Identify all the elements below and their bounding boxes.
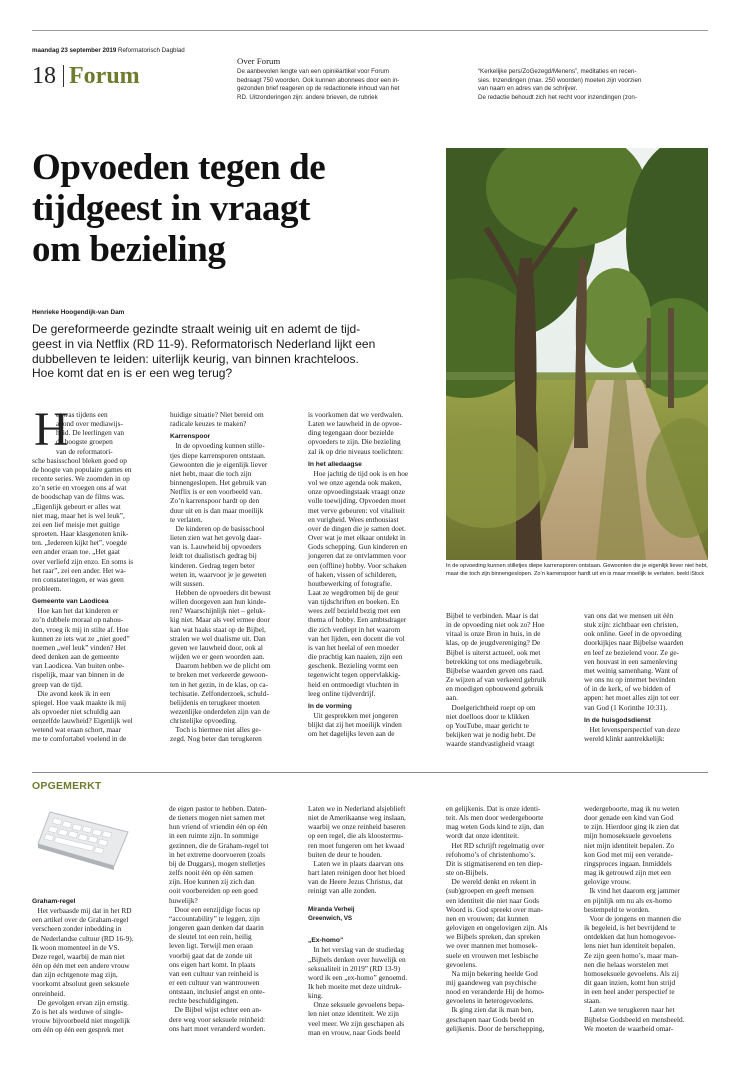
text-line: in de opvoeding niet ook zo? Hoe (446, 620, 545, 630)
text-line: De gevolgen ervan zijn ernstig. (32, 997, 129, 1007)
text-line: ontdekken dat hun homogevoe- (584, 932, 677, 942)
over-forum-line: De aanbevolen lengte van een opiniëartikel voor Forum (237, 68, 390, 75)
text-line: Hoe jachtig de tijd ook is en hoe (308, 468, 409, 478)
text-line: van Laodicea. Van buiten onbe- (32, 661, 125, 671)
text-line: avond over mediawijs- (56, 419, 123, 429)
text-line: word ik een „ex-homo” genoemd. (308, 972, 408, 982)
text-line: Deze regel, waarbij de man niet (32, 951, 125, 961)
text-line: Toch is hiermee niet alles ge- (170, 725, 262, 735)
text-line: voorkomt absoluut geen seksuele (32, 979, 130, 989)
text-line: mij gaandeweg van psychische (446, 977, 537, 987)
text-line: gevoelens. (446, 959, 478, 969)
top-rule (32, 30, 708, 31)
text-line: een artikel over de Graham-regel (32, 915, 129, 925)
text-line: Onze seksuele gevoelens bepa- (308, 1000, 405, 1010)
text-line: gezinnen, die de Graham-regel tot (169, 840, 269, 850)
text-line: De wereld denkt en rekent in (446, 877, 536, 887)
text-line: recente series. We zoomden in op (32, 474, 130, 484)
text-line: ontstaan, inclusief angst en onte- (169, 987, 265, 997)
text-line: de Nederlandse cultuur (RD 16-9). (32, 933, 134, 943)
caption-text: In de opvoeding kunnen stilletjes diepe karrensporen ontstaan. Gewoonten die je eigenlijk liever niet hebt, maar die toch zijn binnengeslopen. Zo’n karrenspoor hardt uit en is maar moeilijk te verlaten. (446, 563, 708, 577)
text-line: wilt sussen. (170, 578, 205, 588)
text-line: ding tegengaan door bezielde (308, 428, 394, 438)
text-line: gevoelens in heterogevoelens. (446, 996, 534, 1006)
text-line: niet mag, maar het is wel leuk”, (32, 510, 125, 520)
opgemerkt-column-1 (32, 893, 158, 1034)
text-line: mag ik getrouwd zijn met een (584, 868, 671, 878)
section-title: Forum (69, 63, 140, 89)
text-line: deed denken aan de gemeente (32, 652, 120, 662)
text-line: is van het heelal of een moeder (308, 642, 399, 652)
text-line: gelovigen en ongelovigen zijn. Als (446, 923, 548, 933)
text-line: ten in het gezin, in de klas, op ca- (170, 679, 269, 689)
dateline-date: maandag 23 september 2019 (32, 47, 117, 54)
text-line: wees zelf bezield bezig met een (308, 606, 401, 616)
text-line: Dit is stigmatiserend en ten diep- (446, 858, 543, 868)
text-line: radicale keuzes te maken? (170, 419, 247, 429)
text-line: volle toewijding. Opvoeden moet (308, 496, 406, 506)
text-line: staan. (584, 996, 601, 1006)
text-line: bestempeld te worden. (584, 904, 650, 914)
text-line: op YouTube, maar gericht te (446, 720, 529, 730)
text-line: greep van de tijd. (32, 679, 83, 689)
text-line: Hebben de opvoeders dit bewust (170, 587, 271, 597)
text-line: gelovige vrouw. (584, 877, 631, 887)
text-line: te breken met verkeerde gewoon- (170, 670, 268, 680)
text-line: zegd. Nog beter dan terugkeren (170, 734, 262, 744)
text-line: ringsproces ingaan. Inmiddels (584, 858, 672, 868)
headline-line: Opvoeden tegen de (32, 147, 326, 188)
text-line: heid en ontmoedigt vluchten in (308, 679, 399, 689)
text-line: in een heel ander perspectief te (584, 987, 675, 997)
text-line: om het dagelijks leven aan de (308, 729, 395, 739)
text-line: leidt tot dualistisch gedrag bij (170, 551, 257, 561)
text-line: te verlaten. (170, 514, 203, 524)
text-line: we Bijbels spreken, dan spreken (446, 932, 541, 942)
article-column-5 (584, 611, 710, 743)
text-line: ik begeleid, is het bevrijdend te (584, 923, 676, 933)
text-line: Het verbaasde mij dat in het RD (32, 906, 132, 916)
text-line: dere weg voor seksuele reinheid: (169, 1014, 266, 1024)
text-line: Na mijn bekering heelde God (446, 968, 538, 978)
text-line: dan zijn echtgenote mag zijn, (32, 970, 118, 980)
over-forum-line: “Kerkelijke pers/ZoGezegd/Menens”, meditaties en recen- (478, 68, 637, 75)
text-line: nen die helaas worstelen met (584, 959, 669, 969)
text-line: de eigen pastor te hebben. Daten- (169, 804, 267, 813)
text-line: Voor de jongens en mannen die (584, 913, 682, 923)
text-line: Laten we terugkeren naar het (584, 1005, 675, 1015)
text-line: „Eigenlijk gebeurt er alles wat (32, 501, 121, 511)
text-line: We moeten de waarheid omar- (584, 1023, 674, 1033)
text-line: het raar”, zei een ander. Het wa- (32, 565, 126, 575)
text-line: huwelijk? (169, 895, 198, 905)
text-line: homoseksuele gevoelens. Als zij (584, 968, 679, 978)
text-line: vrouw bijvoorbeeld niet mogelijk (32, 1016, 130, 1026)
text-line: christelijke opvoeding. (170, 716, 237, 726)
text-line: van een cultuur van reinheid is (169, 968, 259, 978)
text-line: over de dingen die je samen doet. (308, 523, 406, 533)
text-line: lieten zien wat het gevolg daar- (170, 533, 262, 543)
text-line: king. (308, 991, 323, 1001)
text-line: wordt dat onze identiteit. (446, 831, 519, 841)
text-line: bij de Duggars), mogen stelletjes (169, 858, 266, 868)
text-line: zei een lief meisje met guitige (32, 519, 120, 529)
text-line: De kinderen op de basisschool (170, 523, 265, 533)
text-line: kig niet. Maar als veel ermee door (170, 615, 270, 625)
text-line: de boodschap van de films was. (32, 492, 125, 502)
text-line: sproeten. Haar klasgenoten knik- (32, 529, 129, 539)
text-line: zijn. Hoe kunnen zij zich dan (169, 877, 255, 887)
text-line: Hoe kan het dat kinderen er (32, 606, 119, 616)
text-line: Laten we in plaats daarvan ons (308, 858, 404, 868)
text-line: mag weten Gods kind te zijn, dan (446, 822, 544, 832)
text-line: weten in, waarvoor je je geweten (170, 569, 267, 579)
text-line: nen en vrouwen; dat kunnen (446, 913, 529, 923)
text-line: noemen „wel leuk” vinden? Het (32, 642, 126, 652)
text-line: geven we lauwheid door, ook al (170, 642, 263, 652)
text-line: bekijken wat je nodig hebt. De (446, 730, 536, 740)
text-line: klas, op de jeugdvereniging? De (446, 638, 541, 648)
text-line: Zo is het als weduwe of single- (32, 1006, 124, 1016)
text-line: In de opvoeding kunnen stille- (170, 441, 265, 451)
over-forum-line: gezonden brief reageren op de redactionele inhoud van het (237, 85, 400, 93)
text-line: op een regel, die als kloostermu- (308, 831, 404, 841)
text-line: man en vrouw, naar Gods beeld (308, 1027, 401, 1037)
text-line: van het lijden, een docent die vol (308, 633, 405, 643)
text-line: me te comfortabel voelend in de (32, 734, 127, 744)
text-line: wezenlijke onderdelen zijn van de (170, 707, 270, 716)
text-line: ons eigen hart komt. In plaats (169, 959, 256, 969)
text-line: verscheen zonder inbedding in (32, 924, 122, 934)
text-line: waarbij we onze reinheid baseren (308, 822, 406, 832)
text-line: we ons nu op internet bevinden (584, 675, 676, 685)
text-line: gelijkenis. Door de herschepping, (446, 1023, 545, 1033)
text-line: die zich verdiept in het waarom (308, 624, 401, 634)
text-line: een (offline) hobby. Voor schaken (308, 560, 407, 570)
text-line: zo’n dubbele moraal op nahou- (32, 615, 124, 625)
text-line: belijdenis en terugkeer moeten (170, 697, 260, 707)
text-line: Over wat je met elkaar ontdekt in (308, 533, 406, 543)
text-line: leven ligt. Terwijl men eraan (169, 941, 253, 951)
text-line: is voorkomen dat we verdwalen. (308, 410, 404, 419)
masthead-divider (63, 65, 64, 87)
text-line: Woord is. God spreekt over man- (446, 904, 544, 914)
article-column-2 (170, 410, 300, 744)
article-column-4 (446, 611, 576, 748)
text-line: Het levensperspectief van deze (584, 724, 681, 734)
text-line: niet mijn identiteit bepalen. Zo (584, 840, 675, 850)
text-line: ons hart moet veranderd worden. (169, 1023, 266, 1033)
text-line: ren moet fungeren om het kwaad (308, 840, 405, 850)
subheading: In de vorming (308, 702, 352, 710)
text-line: den, vroeg ik mij in stilte af. Hoe (32, 624, 129, 634)
text-line: willen doorgeven aan hun kinde- (170, 597, 266, 607)
text-line: sche basisschool bleken goed op (32, 455, 127, 465)
article-column-1 (32, 410, 162, 744)
text-line: spiegel. Hoe vaak maakte ik mij (32, 697, 127, 707)
text-line: wetend wat eraan schort, maar (32, 725, 121, 735)
opgemerkt-column-2 (169, 804, 297, 1033)
signature-line: Miranda Verheij (308, 905, 355, 913)
text-line: „Bijbels denken over huwelijk en (308, 954, 406, 964)
text-line: tjes diepe karrensporen ontstaan. (170, 450, 266, 460)
text-line: vol we onze agenda ook maken, (308, 478, 402, 488)
text-line: Bijbel te verbinden. Maar is dat (446, 611, 539, 620)
text-line: Ik woon momenteel in de VS. (32, 942, 120, 952)
text-line: Gewoonten die je eigenlijk liever (170, 459, 268, 469)
text-line: hart laten reinigen door het bloed (308, 868, 406, 878)
opgemerkt-column-3 (308, 804, 436, 1037)
text-line: appen: het moet alles zijn tot eer (584, 693, 679, 703)
text-line: aan. (446, 693, 458, 703)
text-line: en vurigheid. Wees enthousiast (308, 514, 399, 524)
text-line: et was tijdens een (56, 410, 108, 419)
photo-caption (446, 563, 708, 579)
text-line: Doelgerichtheid roept op om (446, 702, 536, 712)
article-headline (32, 147, 432, 270)
text-line: van tijdschriften en boeken. En (308, 597, 399, 607)
text-line: en pijnlijk om nu als ex-homo (584, 895, 672, 905)
article-photo (446, 148, 708, 560)
text-line: niet hebt, maar die toch zijn (170, 468, 252, 478)
text-line: binnengeslopen. Het gebruik van (170, 478, 267, 488)
text-line: geschapen naar Gods beeld en (446, 1014, 535, 1024)
text-line: ven houvast in een samenleving (584, 656, 678, 666)
text-line: refohomo’s of christenhomo’s. (446, 849, 536, 859)
text-line: ook online. Geef in de opvoeding (584, 629, 682, 639)
text-line: reinigt van alle zonden. (308, 886, 377, 896)
over-forum-line: van naam en adres van de schrijver. (478, 85, 578, 93)
text-line: veel meer. We zijn geschapen als (308, 1018, 405, 1028)
text-line: en leef ze bezielend voor. Ze ge- (584, 647, 680, 657)
text-line: kunnen ze iets wat ze „niet goed” (32, 633, 130, 643)
dateline-paper: Reformatorisch Dagblad (118, 47, 185, 54)
text-line: zal ik op drie niveaus toelichten: (308, 446, 404, 456)
text-line: en gelijkenis. Dat is onze identi- (446, 804, 541, 813)
text-line: hun vriend of vriendin één op één (169, 822, 268, 832)
text-line: Daarom hebben we de plicht om (170, 661, 271, 671)
text-line: de tieners mogen niet samen met (169, 813, 265, 823)
over-forum-line: RD. Uitzonderingen zijn: andere brieven, de rubriek (237, 93, 378, 101)
text-line: jongeren dat ze ontvlammen voor (308, 551, 407, 561)
lead-line: dubbelleven te leiden: uiterlijk keurig, van binnen krachteloos. (32, 351, 359, 366)
text-line: Laten we lauwheid in de opvoe- (308, 419, 402, 429)
text-line: Netflix is er een voorbeeld van. (170, 487, 262, 497)
text-line: In het verslag van de studiedag (308, 945, 405, 955)
over-forum-line: sies. Inzendingen (max. 250 woorden) moeten zijn voorzien (478, 76, 642, 84)
text-line: heid. De leerlingen van (56, 428, 125, 438)
text-line: Bijbelse Godsbeeld en mensbeeld. (584, 1014, 685, 1024)
article-author: Henrieke Hoogendijk-van Dam (32, 309, 125, 316)
text-line: dit gaan inzien, komt hun strijd (584, 977, 676, 987)
text-line: kan wat haaks staat op de Bijbel, (170, 624, 266, 634)
subheading: Gemeente van Laodicea (32, 598, 109, 606)
text-line: Bijbel is uiterst actueel, ook met (446, 647, 541, 657)
text-line: we over mannen met homosek- (446, 941, 538, 951)
text-line: in het extreme doorvoeren (zoals (169, 849, 266, 859)
lead-line: Hoe komt dat en is er een weg terug? (32, 366, 233, 381)
text-line: Ik vind het daarom erg jammer (584, 886, 680, 896)
text-line: Ze zijn geen homo’s, maar man- (584, 950, 679, 960)
text-line: een identiteit die niet naar Gods (446, 895, 540, 905)
opgemerkt-title: OPGEMERKT (32, 780, 102, 792)
signature-line: Greenwich, VS (308, 914, 353, 922)
over-forum-text-col1 (237, 68, 469, 102)
text-line: wijden we er geen woorden aan. (170, 652, 265, 662)
text-line: Het RD schrijft regelmatig over (446, 840, 545, 850)
text-line: duur uit en is dan maar moeilijk (170, 505, 264, 515)
text-line: Ik heb moeite met deze uitdruk- (308, 981, 402, 991)
text-line: jongeren gaan denken dat daarin (169, 923, 264, 933)
text-line: Gods schepping. Gun kinderen en (308, 542, 408, 552)
text-line: suele en vrouwen met lesbische (446, 950, 539, 960)
text-line: niet de Amerikaanse weg inslaan, (308, 813, 406, 823)
headline-line: om bezieling (32, 229, 226, 270)
text-line: Door een eenzijdige focus op (169, 904, 260, 914)
text-line: Zo’n karrenspoor hardt op den (170, 496, 260, 506)
text-line: houtbewerking of fotografie. (308, 578, 393, 588)
text-line: stralen we wel dualisme uit. Dan (170, 633, 266, 643)
text-line: betrekking tot ons mediagebruik. (446, 656, 543, 666)
text-line: vitaal is onze Bron in huis, in de (446, 629, 541, 639)
text-line (308, 923, 436, 932)
text-line: kinderen. Gedrag tegen beter (170, 560, 255, 570)
text-line: nood en veranderde Hij de homo- (446, 987, 545, 997)
page-number: 18 (32, 63, 56, 89)
text-line: wedergeboorte, mag ik nu weten (584, 804, 680, 813)
text-line: Die avond keek ik in een (32, 688, 111, 698)
text-line: Ze wijzen af van verkeerd gebruik (446, 675, 547, 685)
text-line: of haken, vissen of schilderen, (308, 569, 397, 579)
text-line (308, 896, 436, 905)
over-forum-title: Over Forum (237, 56, 281, 66)
text-line: len niet onze identiteit. We zijn (308, 1009, 399, 1019)
over-forum-line: De redactie behoudt zich het recht voor inzendingen (zon- (478, 93, 637, 101)
text-line: thema of hobby. Een ambtsdrager (308, 615, 407, 625)
text-line: doorkijkjes naar Bijbelse waarden (584, 638, 684, 648)
opgemerkt-column-4 (446, 804, 574, 1033)
text-line: van de reformatori- (56, 446, 113, 456)
opgemerkt-column-5 (584, 804, 710, 1033)
text-line: rispelijk, maar van binnen in de (32, 670, 125, 680)
text-line: waarde standvastigheid vraagt (446, 739, 535, 749)
text-line: opvoeders te zijn. Die bezieling (308, 437, 401, 447)
lead-line: geest in via Netflix (RD 11-9). Reformatorisch Nederland lijkt een (32, 336, 376, 351)
subheading: Karrenspoor (170, 433, 211, 441)
text-line: en moedigen opbouwend gebruik (446, 684, 544, 694)
lead-line: De gereformeerde gezindte straalt weinig uit en ademt de tijd- (32, 322, 361, 336)
text-line: ten. „Iedereen kijkt het”, voegde (32, 538, 127, 548)
section-rule (32, 772, 708, 773)
text-line: mijn homoseksuele gevoelens (584, 831, 672, 841)
headline-line: tijdgeest in vraagt (32, 188, 311, 229)
text-line: Bijbelse waarden geven ons raad. (446, 665, 544, 675)
subheading: In het alledaagse (308, 460, 362, 468)
text-line: die prachtig kan naaien, zijn een (308, 652, 403, 662)
text-line: van is. Lauwheid bij opvoeders (170, 542, 262, 552)
over-forum-text-col2 (478, 68, 710, 102)
text-line: ste on-Bijbels. (446, 868, 489, 878)
text-line: de hoogte van populaire games en (32, 464, 132, 474)
text-line: rechte beschuldigingen. (169, 996, 239, 1006)
text-line: eenzelfde lauwheid? Eigenlijk wel (32, 716, 133, 726)
text-line: kon God met mij een verande- (584, 849, 673, 859)
text-line: lens niet hun identiteit bepalen. (584, 941, 676, 951)
text-line: tegenwicht tegen oppervlakkig- (308, 670, 401, 680)
text-line: te zijn. Hierdoor ging ik zien dat (584, 822, 680, 832)
text-line: zo’n serie en vroegen ons af wat (32, 483, 127, 493)
drop-cap: H (34, 403, 69, 456)
text-line: “accountability” te leggen, zijn (169, 913, 260, 923)
text-line: geschenk. Bezieling vormt een (308, 661, 398, 671)
text-line: techisatie. Zelfonderzoek, schuld- (170, 688, 269, 698)
text-line: wereld klinkt aantrekkelijk: (584, 734, 665, 744)
text-line: om één op één een gesprek met (32, 1025, 124, 1035)
keyboard-image (36, 798, 136, 874)
text-line: blijkt dat zij het moeilijk vinden (308, 720, 402, 730)
text-line: Laten we in Nederland alsjeblieft (308, 804, 406, 813)
text-line: leeg online tijdverdrijf. (308, 688, 376, 698)
caption-credit: beeld iStock (676, 570, 704, 577)
text-line: in een ruimte zijn. In sommige (169, 831, 259, 841)
subheading: „Ex-homo” (308, 937, 344, 945)
text-line: probleem. (32, 583, 62, 593)
text-line: de sleutel tot een rein, heilig (169, 932, 252, 942)
text-line: (sub)groepen en geeft mensen (446, 886, 534, 896)
text-line: één op één met een andere vrouw (32, 961, 130, 971)
text-line: de hoogste groepen (56, 437, 113, 447)
text-line: of in de kerk, of we bidden of (584, 684, 671, 694)
text-line: teit. Als men door wedergeboorte (446, 813, 544, 823)
text-line: ren constateringen, er was geen (32, 574, 124, 584)
text-line: voorbij gaat dat de zonde uit (169, 950, 253, 960)
text-line: zelfs nooit één op één samen (169, 868, 254, 878)
text-line: niet doelloos door te klikken (446, 711, 530, 721)
over-forum-line: bedraagt 750 woorden. Ook kunnen abonnees door een in- (237, 76, 400, 84)
text-line: als opvoeder niet schuldig aan (32, 707, 121, 716)
text-line: Ik ging zien dat ik man ben, (446, 1005, 534, 1015)
text-line: seksualiteit in 2019” (RD 13-9) (308, 963, 401, 973)
text-line: onze opvoedingstaak vraagt onze (308, 487, 406, 497)
article-lead (32, 322, 432, 381)
text-line: van God (1 Korinthe 10:31). (584, 702, 668, 712)
text-line: stuk zijn: zichtbaar een christen, (584, 620, 679, 630)
text-line: De Bijbel wijst echter een an- (169, 1005, 262, 1015)
text-line: ren? Waarschijnlijk niet – geluk- (170, 606, 266, 616)
text-line: ooit voorbereiden op een goed (169, 886, 258, 896)
subheading: In de huisgodsdienst (584, 716, 651, 724)
text-line: buiten de deur te houden. (308, 849, 382, 859)
text-line: Laat ze wegdromen bij de geur (308, 587, 399, 597)
subheading: Graham-regel (32, 898, 76, 905)
text-line: met verve gebeuren: vol vitaliteit (308, 505, 405, 515)
article-column-3 (308, 410, 438, 738)
text-line: door genade een kind van God (584, 813, 674, 823)
text-line: er een cultuur van wantrouwen (169, 977, 260, 987)
text-line: van de Heere Jezus Christus, dat (308, 877, 403, 887)
text-line: van ons dat we mensen uit één (584, 611, 674, 620)
text-line: Uit gesprekken met jongeren (308, 711, 398, 720)
text-line: huidige situatie? Niet bereid om (170, 410, 264, 419)
text-line: een ander eraan toe. „Het gaat (32, 547, 120, 557)
text-line: onreinheid. (32, 988, 66, 998)
text-line: over verliefd zijn enzo. En soms is (32, 556, 134, 566)
dateline (32, 47, 185, 55)
text-line: met weinig samenhang. Want of (584, 665, 678, 675)
